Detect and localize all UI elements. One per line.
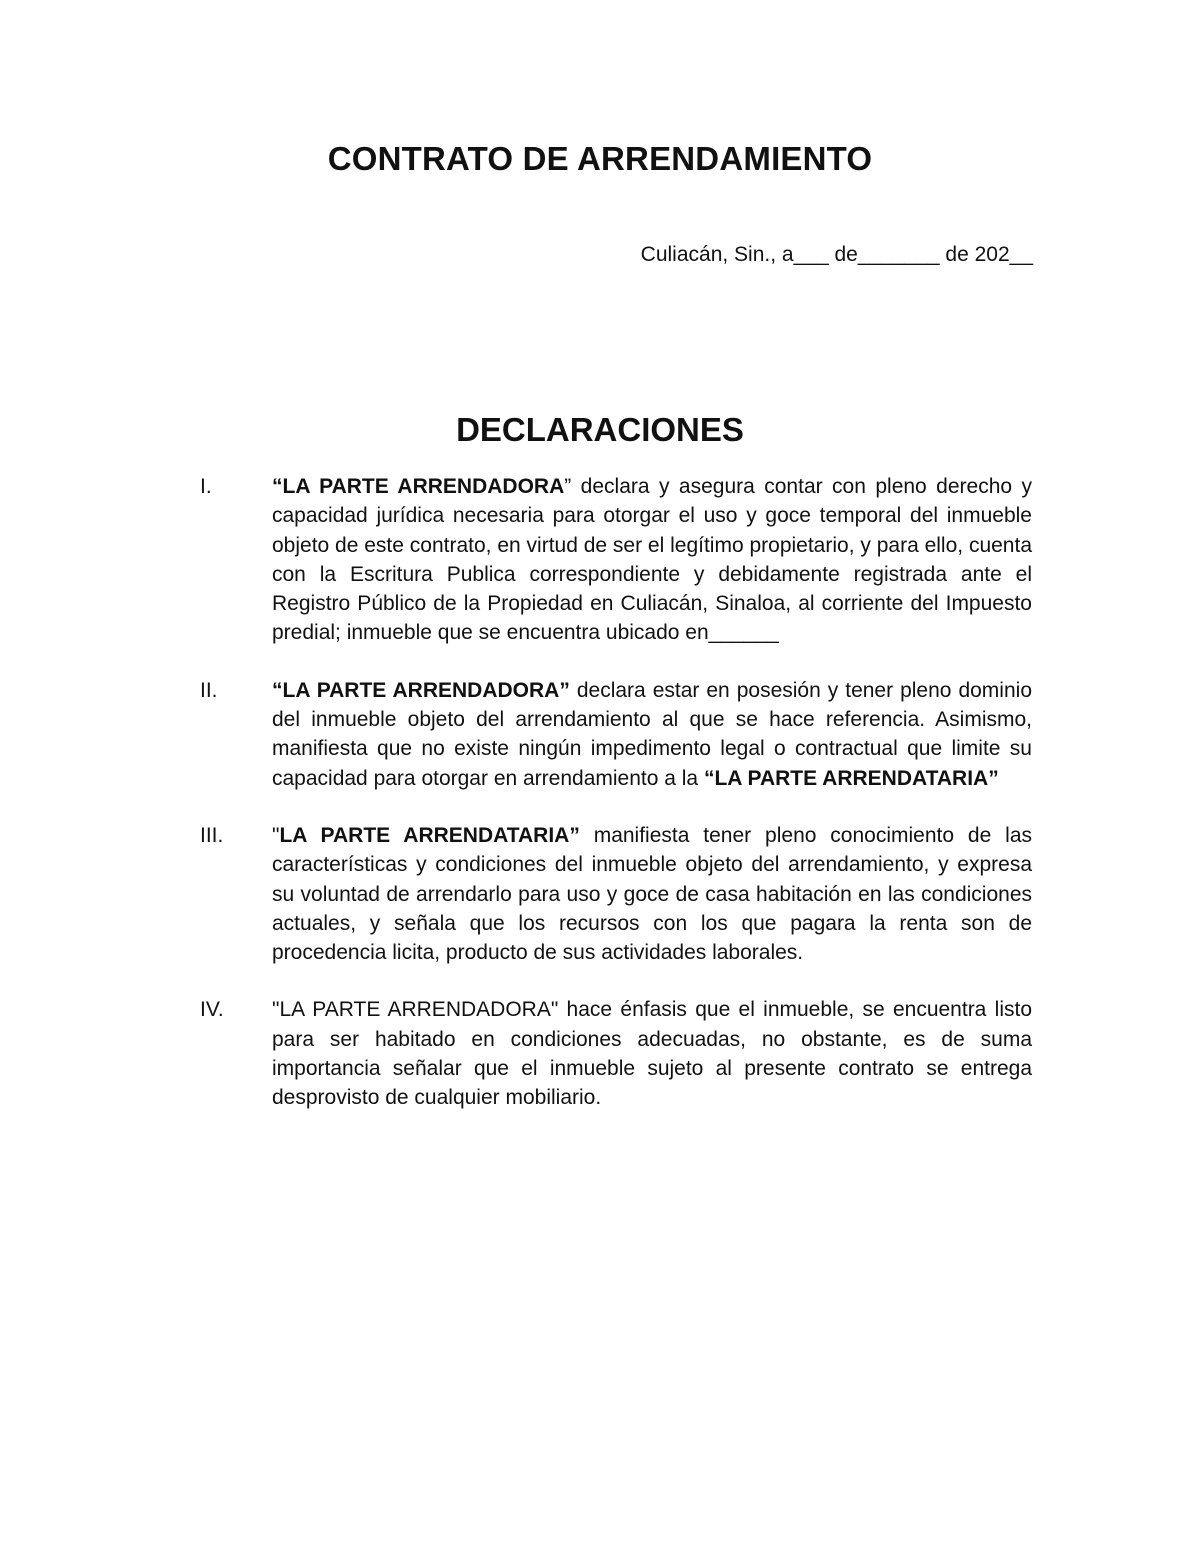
- declaration-body: declara estar en posesión y tener pleno dominio del inmueble objeto del arrendamiento al que se hace referencia. Asimismo, manifiesta que no existe ningún impedimento legal o contractual que limite su capacidad para otorgar en arrendamiento a la: [272, 678, 1032, 790]
- section-title-declaraciones: DECLARACIONES: [456, 411, 744, 448]
- declaration-text: [272, 679, 1032, 790]
- declaration-number: III.: [200, 823, 224, 847]
- document-title: CONTRATO DE ARRENDAMIENTO: [327, 140, 873, 177]
- party-name: “LA PARTE ARRENDATARIA”: [703, 766, 999, 790]
- declarations-list: [200, 472, 1032, 1141]
- party-name: “LA PARTE ARRENDADORA: [272, 475, 565, 498]
- declaration-item: [200, 821, 1032, 967]
- declaration-body: "LA PARTE ARRENDADORA" hace énfasis que el inmueble, se encuentra listo para ser habitado en condiciones adecuadas, no obstante, es de suma importancia señalar que el inmueble sujeto al presente contrato se entrega desprovisto de cualquier mobiliario.: [272, 998, 1032, 1110]
- declaration-body: manifiesta tener pleno conocimiento de las características y condiciones del inmueble objeto del arrendamiento, y expresa su voluntad de arrendarlo para uso y goce de casa habitación en las condiciones actuales, y señala que los recursos con los que pagara la renta son de procedencia licita, producto de sus actividades laborales.: [272, 823, 1032, 965]
- declaration-body: declara y asegura contar con pleno derecho y capacidad jurídica necesaria para otorgar el uso y goce temporal del inmueble objeto de este contrato, en virtud de ser el legítimo propietario, y para ello, cuenta con la Escritura Publica correspondiente y debidamente registrada ante el Registro Público de la Propiedad en Culiacán, Sinaloa, al corriente del Impuesto predial; inmueble que se encuentra ubicado en______: [272, 475, 1032, 645]
- declaration-text: [272, 475, 1032, 644]
- declaration-text: [272, 824, 1032, 964]
- declaration-text: [272, 998, 1032, 1109]
- party-name: “LA PARTE ARRENDADORA”: [272, 678, 570, 702]
- quote-mark: ”: [564, 475, 572, 498]
- party-name: LA PARTE ARRENDATARIA”: [279, 823, 580, 847]
- declaration-item: [200, 676, 1032, 793]
- declaration-number: I.: [200, 475, 212, 498]
- place-date-line: Culiacán, Sin., a___ de_______ de 202__: [640, 243, 1033, 266]
- declaration-number: IV.: [200, 998, 224, 1022]
- declaration-item: [200, 995, 1032, 1112]
- declaration-number: II.: [200, 678, 218, 702]
- declaration-item: [200, 472, 1032, 648]
- quote-mark: ": [272, 823, 280, 847]
